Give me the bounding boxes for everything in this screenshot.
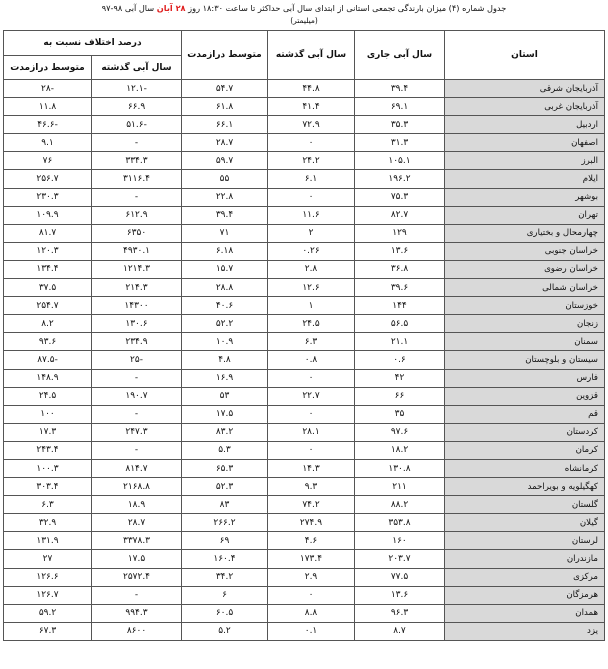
- diff-long-term-cell: ۱۲۶.۶: [4, 568, 92, 586]
- diff-long-term-cell: ۲۵۶.۷: [4, 170, 92, 188]
- current-year-cell: ۲۱۱: [355, 478, 445, 496]
- diff-long-term-cell: ۱۷.۳: [4, 423, 92, 441]
- table-row: [4, 514, 605, 532]
- long-term-cell: ۵۹.۷: [182, 152, 268, 170]
- diff-last-year-cell: -: [92, 441, 182, 459]
- province-cell: کرمان: [445, 441, 605, 459]
- caption-water-year: سال آبی ۹۸-۹۷: [101, 3, 155, 13]
- caption-date-highlight: ۲۸ آبان: [156, 3, 186, 13]
- province-cell: بوشهر: [445, 188, 605, 206]
- last-year-cell: ۰: [268, 586, 355, 604]
- province-cell: آذربایجان غربی: [445, 98, 605, 116]
- table-row: [4, 532, 605, 550]
- diff-long-term-cell: -۲۸: [4, 80, 92, 98]
- diff-last-year-cell: -۱۲.۱: [92, 80, 182, 98]
- diff-last-year-cell: -۲۵: [92, 351, 182, 369]
- province-cell: زنجان: [445, 315, 605, 333]
- current-year-cell: ۲۱.۱: [355, 333, 445, 351]
- long-term-cell: ۳۴.۲: [182, 568, 268, 586]
- table-row: [4, 98, 605, 116]
- long-term-cell: ۴۰.۶: [182, 297, 268, 315]
- table-row: [4, 604, 605, 622]
- current-year-cell: ۳۵: [355, 405, 445, 423]
- long-term-cell: ۲۸.۷: [182, 134, 268, 152]
- diff-last-year-cell: ۳۱۱۶.۴: [92, 170, 182, 188]
- current-year-cell: ۹۷.۶: [355, 423, 445, 441]
- long-term-cell: ۸۳: [182, 496, 268, 514]
- table-row: [4, 152, 605, 170]
- current-year-cell: ۱۳.۶: [355, 586, 445, 604]
- current-year-cell: ۷۷.۵: [355, 568, 445, 586]
- last-year-cell: ۱۲.۶: [268, 279, 355, 297]
- long-term-cell: ۶۶.۱: [182, 116, 268, 134]
- current-year-cell: ۱۳۰.۸: [355, 459, 445, 477]
- current-year-cell: ۱۸.۲: [355, 441, 445, 459]
- last-year-cell: ۹.۳: [268, 478, 355, 496]
- province-cell: مرکزی: [445, 568, 605, 586]
- table-row: [4, 478, 605, 496]
- diff-long-term-cell: ۱۲۰.۳: [4, 242, 92, 260]
- table-row: [4, 206, 605, 224]
- current-year-cell: ۷۵.۳: [355, 188, 445, 206]
- diff-last-year-cell: ۶۱۲.۹: [92, 206, 182, 224]
- province-cell: ایلام: [445, 170, 605, 188]
- diff-long-term-cell: ۳۰۳.۴: [4, 478, 92, 496]
- last-year-cell: ۶.۱: [268, 170, 355, 188]
- province-cell: قم: [445, 405, 605, 423]
- diff-long-term-cell: ۱۰۰.۳: [4, 459, 92, 477]
- diff-long-term-cell: ۲۷: [4, 550, 92, 568]
- last-year-cell: ۱۷۳.۴: [268, 550, 355, 568]
- last-year-cell: ۲۷۴.۹: [268, 514, 355, 532]
- long-term-cell: ۵۵: [182, 170, 268, 188]
- table-body: [4, 80, 605, 641]
- table-unit: (میلیمتر): [290, 16, 318, 25]
- current-year-cell: ۳۵۳.۸: [355, 514, 445, 532]
- province-cell: کردستان: [445, 423, 605, 441]
- table-row: [4, 242, 605, 260]
- last-year-cell: ۰.۱: [268, 622, 355, 640]
- last-year-cell: ۸.۸: [268, 604, 355, 622]
- province-cell: اردبیل: [445, 116, 605, 134]
- current-year-cell: ۳۶.۸: [355, 260, 445, 278]
- header-province: استان: [445, 31, 605, 80]
- diff-last-year-cell: ۶۳۵۰: [92, 224, 182, 242]
- province-cell: قزوین: [445, 387, 605, 405]
- header-last-year: سال آبی گذشته: [268, 31, 355, 80]
- diff-long-term-cell: ۱۳۴.۴: [4, 260, 92, 278]
- province-cell: البرز: [445, 152, 605, 170]
- long-term-cell: ۸۳.۲: [182, 423, 268, 441]
- long-term-cell: ۵.۳: [182, 441, 268, 459]
- diff-long-term-cell: ۱۰۹.۹: [4, 206, 92, 224]
- current-year-cell: ۸۲.۷: [355, 206, 445, 224]
- diff-long-term-cell: ۲۴.۵: [4, 387, 92, 405]
- last-year-cell: ۰: [268, 188, 355, 206]
- long-term-cell: ۶۵.۳: [182, 459, 268, 477]
- last-year-cell: ۴۱.۴: [268, 98, 355, 116]
- diff-long-term-cell: ۸۱.۷: [4, 224, 92, 242]
- table-row: [4, 260, 605, 278]
- current-year-cell: ۵۶.۵: [355, 315, 445, 333]
- province-cell: چهارمحال و بختیاری: [445, 224, 605, 242]
- table-row: [4, 405, 605, 423]
- last-year-cell: ۰: [268, 405, 355, 423]
- long-term-cell: ۲۲.۸: [182, 188, 268, 206]
- long-term-cell: ۶: [182, 586, 268, 604]
- last-year-cell: ۰: [268, 441, 355, 459]
- table-row: [4, 333, 605, 351]
- table-row: [4, 297, 605, 315]
- diff-last-year-cell: ۲۴۷.۳: [92, 423, 182, 441]
- table-row: [4, 224, 605, 242]
- long-term-cell: ۳۹.۴: [182, 206, 268, 224]
- header-current-year: سال آبی جاری: [355, 31, 445, 80]
- current-year-cell: ۶۶: [355, 387, 445, 405]
- diff-long-term-cell: ۹.۱: [4, 134, 92, 152]
- diff-last-year-cell: -: [92, 188, 182, 206]
- long-term-cell: ۶۱.۸: [182, 98, 268, 116]
- diff-last-year-cell: ۱۸.۹: [92, 496, 182, 514]
- last-year-cell: ۲۴.۲: [268, 152, 355, 170]
- last-year-cell: ۶.۳: [268, 333, 355, 351]
- header-diff-last-year: سال آبی گذشته: [92, 56, 182, 80]
- diff-long-term-cell: ۳۲.۹: [4, 514, 92, 532]
- current-year-cell: ۸.۷: [355, 622, 445, 640]
- province-cell: خراسان رضوی: [445, 260, 605, 278]
- table-row: [4, 351, 605, 369]
- diff-long-term-cell: ۲۴۳.۴: [4, 441, 92, 459]
- diff-last-year-cell: ۱۳۰.۶: [92, 315, 182, 333]
- current-year-cell: ۲۰۳.۷: [355, 550, 445, 568]
- table-row: [4, 586, 605, 604]
- diff-last-year-cell: -: [92, 405, 182, 423]
- last-year-cell: ۴۴.۸: [268, 80, 355, 98]
- last-year-cell: ۱۱.۶: [268, 206, 355, 224]
- province-cell: کرمانشاه: [445, 459, 605, 477]
- table-row: [4, 80, 605, 98]
- diff-last-year-cell: ۲۱۶۸.۸: [92, 478, 182, 496]
- current-year-cell: ۴۲: [355, 369, 445, 387]
- current-year-cell: ۱۴۴: [355, 297, 445, 315]
- long-term-cell: ۵.۲: [182, 622, 268, 640]
- current-year-cell: ۱۶۰: [355, 532, 445, 550]
- table-row: [4, 315, 605, 333]
- diff-long-term-cell: ۱۲۶.۷: [4, 586, 92, 604]
- table-row: [4, 423, 605, 441]
- long-term-cell: ۶۹: [182, 532, 268, 550]
- diff-long-term-cell: ۵۹.۲: [4, 604, 92, 622]
- rainfall-table: [3, 30, 605, 641]
- province-cell: هرمزگان: [445, 586, 605, 604]
- long-term-cell: ۱۵.۷: [182, 260, 268, 278]
- current-year-cell: ۳۵.۳: [355, 116, 445, 134]
- diff-last-year-cell: ۲۱۴.۳: [92, 279, 182, 297]
- province-cell: فارس: [445, 369, 605, 387]
- header-long-term-average: متوسط درازمدت: [182, 31, 268, 80]
- table-row: [4, 116, 605, 134]
- last-year-cell: ۴.۶: [268, 532, 355, 550]
- long-term-cell: ۴.۸: [182, 351, 268, 369]
- last-year-cell: ۲۴.۵: [268, 315, 355, 333]
- last-year-cell: ۲۸.۱: [268, 423, 355, 441]
- province-cell: خوزستان: [445, 297, 605, 315]
- diff-long-term-cell: ۱۰۰: [4, 405, 92, 423]
- long-term-cell: ۶.۱۸: [182, 242, 268, 260]
- diff-last-year-cell: ۱۴۳۰۰: [92, 297, 182, 315]
- current-year-cell: ۰.۶: [355, 351, 445, 369]
- last-year-cell: ۲.۹: [268, 568, 355, 586]
- long-term-cell: ۵۴.۷: [182, 80, 268, 98]
- long-term-cell: ۱۶.۹: [182, 369, 268, 387]
- table-row: [4, 170, 605, 188]
- table-row: [4, 369, 605, 387]
- diff-last-year-cell: ۸۱۴.۷: [92, 459, 182, 477]
- last-year-cell: ۱: [268, 297, 355, 315]
- diff-last-year-cell: ۱۲۱۴.۳: [92, 260, 182, 278]
- current-year-cell: ۳۹.۶: [355, 279, 445, 297]
- header-diff-long-term: متوسط درازمدت: [4, 56, 92, 80]
- diff-long-term-cell: ۱۴۸.۹: [4, 369, 92, 387]
- diff-long-term-cell: ۱۳۱.۹: [4, 532, 92, 550]
- province-cell: آذربایجان شرقی: [445, 80, 605, 98]
- diff-last-year-cell: ۳۳۷۸.۳: [92, 532, 182, 550]
- current-year-cell: ۱۲۹: [355, 224, 445, 242]
- province-cell: سیستان و بلوچستان: [445, 351, 605, 369]
- table-caption: [4, 2, 604, 14]
- province-cell: کهگیلویه و بویراحمد: [445, 478, 605, 496]
- table-row: [4, 441, 605, 459]
- diff-last-year-cell: ۲۸.۷: [92, 514, 182, 532]
- province-cell: مازندران: [445, 550, 605, 568]
- current-year-cell: ۱۳.۶: [355, 242, 445, 260]
- last-year-cell: ۰: [268, 134, 355, 152]
- diff-last-year-cell: -: [92, 369, 182, 387]
- diff-last-year-cell: ۶۶.۹: [92, 98, 182, 116]
- long-term-cell: ۵۳: [182, 387, 268, 405]
- current-year-cell: ۶۹.۱: [355, 98, 445, 116]
- province-cell: گیلان: [445, 514, 605, 532]
- diff-long-term-cell: ۹۳.۶: [4, 333, 92, 351]
- table-row: [4, 568, 605, 586]
- table-row: [4, 279, 605, 297]
- current-year-cell: ۱۰۵.۱: [355, 152, 445, 170]
- diff-long-term-cell: ۲۳۰.۳: [4, 188, 92, 206]
- table-row: [4, 387, 605, 405]
- diff-last-year-cell: ۹۹۴.۳: [92, 604, 182, 622]
- diff-last-year-cell: ۱۷.۵: [92, 550, 182, 568]
- long-term-cell: ۱۶۰.۴: [182, 550, 268, 568]
- current-year-cell: ۳۹.۴: [355, 80, 445, 98]
- current-year-cell: ۸۸.۲: [355, 496, 445, 514]
- diff-long-term-cell: ۲۵۴.۷: [4, 297, 92, 315]
- diff-long-term-cell: ۱۱.۸: [4, 98, 92, 116]
- table-row: [4, 622, 605, 640]
- table-row: [4, 550, 605, 568]
- last-year-cell: ۷۴.۲: [268, 496, 355, 514]
- long-term-cell: ۵۲.۳: [182, 478, 268, 496]
- current-year-cell: ۳۱.۳: [355, 134, 445, 152]
- last-year-cell: ۰.۲۶: [268, 242, 355, 260]
- table-row: [4, 459, 605, 477]
- province-cell: یزد: [445, 622, 605, 640]
- diff-long-term-cell: ۳۷.۵: [4, 279, 92, 297]
- table-row: [4, 188, 605, 206]
- last-year-cell: ۰.۸: [268, 351, 355, 369]
- diff-last-year-cell: ۸۶۰۰: [92, 622, 182, 640]
- province-cell: گلستان: [445, 496, 605, 514]
- long-term-cell: ۱۰.۹: [182, 333, 268, 351]
- last-year-cell: ۷۲.۹: [268, 116, 355, 134]
- long-term-cell: ۱۷.۵: [182, 405, 268, 423]
- diff-last-year-cell: ۴۹۳۰.۱: [92, 242, 182, 260]
- long-term-cell: ۲۶۶.۲: [182, 514, 268, 532]
- table-row: [4, 496, 605, 514]
- last-year-cell: ۲.۸: [268, 260, 355, 278]
- diff-last-year-cell: -: [92, 134, 182, 152]
- long-term-cell: ۲۸.۸: [182, 279, 268, 297]
- long-term-cell: ۵۲.۲: [182, 315, 268, 333]
- province-cell: تهران: [445, 206, 605, 224]
- long-term-cell: ۶۰.۵: [182, 604, 268, 622]
- diff-long-term-cell: ۶۷.۳: [4, 622, 92, 640]
- long-term-cell: ۷۱: [182, 224, 268, 242]
- diff-long-term-cell: ۸.۲: [4, 315, 92, 333]
- diff-last-year-cell: ۲۳۴.۹: [92, 333, 182, 351]
- diff-long-term-cell: ۶.۳: [4, 496, 92, 514]
- last-year-cell: ۲۲.۷: [268, 387, 355, 405]
- diff-last-year-cell: ۱۹۰.۷: [92, 387, 182, 405]
- current-year-cell: ۱۹۶.۲: [355, 170, 445, 188]
- diff-last-year-cell: -: [92, 586, 182, 604]
- province-cell: لرستان: [445, 532, 605, 550]
- table-row: [4, 134, 605, 152]
- last-year-cell: ۱۴.۳: [268, 459, 355, 477]
- diff-long-term-cell: -۴۶.۶: [4, 116, 92, 134]
- diff-last-year-cell: ۳۳۴.۳: [92, 152, 182, 170]
- diff-last-year-cell: -۵۱.۶: [92, 116, 182, 134]
- province-cell: اصفهان: [445, 134, 605, 152]
- diff-long-term-cell: ۷۶: [4, 152, 92, 170]
- caption-text: جدول شماره (۴) میزان بارندگی تجمعی استانی از ابتدای سال آبی حداکثر تا ساعت ۱۸:۳۰ روز: [188, 3, 507, 13]
- province-cell: همدان: [445, 604, 605, 622]
- last-year-cell: ۰: [268, 369, 355, 387]
- diff-last-year-cell: ۲۵۷۲.۴: [92, 568, 182, 586]
- province-cell: سمنان: [445, 333, 605, 351]
- province-cell: خراسان شمالی: [445, 279, 605, 297]
- current-year-cell: ۹۶.۳: [355, 604, 445, 622]
- last-year-cell: ۲: [268, 224, 355, 242]
- diff-long-term-cell: -۸۷.۵: [4, 351, 92, 369]
- header-difference-group: درصد اختلاف نسبت به: [4, 31, 182, 56]
- province-cell: خراسان جنوبی: [445, 242, 605, 260]
